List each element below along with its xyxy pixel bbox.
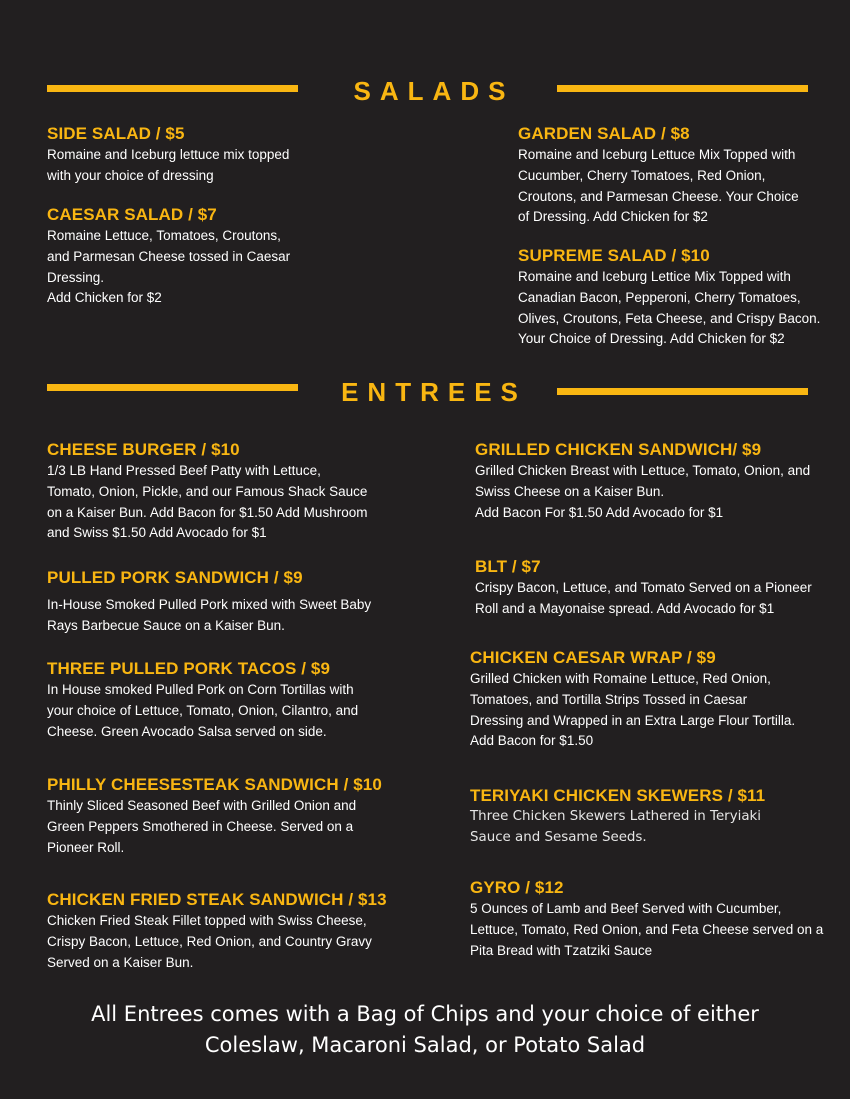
item-title: GRILLED CHICKEN SANDWICH/ $9 <box>475 440 762 459</box>
item-title: GYRO / $12 <box>470 878 564 897</box>
item-title: PHILLY CHEESESTEAK SANDWICH / $10 <box>47 775 382 794</box>
item-title: TERIYAKI CHICKEN SKEWERS / $11 <box>470 786 766 805</box>
item-description: 5 Ounces of Lamb and Beef Served with Cucumber, Lettuce, Tomato, Red Onion, and Feta Cheese served on a Pita Bread with Tzatziki Sauce <box>470 901 824 958</box>
item-description: Grilled Chicken Breast with Lettuce, Tomato, Onion, and Swiss Cheese on a Kaiser Bun. Add Bacon For $1.50 Add Avocado for $1 <box>475 463 811 520</box>
item-title: BLT / $7 <box>475 557 541 576</box>
item-title: CHEESE BURGER / $10 <box>47 440 240 459</box>
item-title: PULLED PORK SANDWICH / $9 <box>47 568 303 587</box>
menu-item-supreme-salad <box>518 245 820 350</box>
menu-item-caesar-salad <box>47 204 290 309</box>
entrees-heading: ENTREES <box>341 377 527 407</box>
item-description: 1/3 LB Hand Pressed Beef Patty with Lettuce, Tomato, Onion, Pickle, and our Famous Shack Sauce on a Kaiser Bun. Add Bacon for $1.50 Add Mushroom and Swiss $1.50 Add Avocado for $1 <box>47 463 368 541</box>
item-title: CHICKEN CAESAR WRAP / $9 <box>470 648 716 667</box>
item-description: Romaine and Iceburg Lettuce Mix Topped with Cucumber, Cherry Tomatoes, Red Onion, Croutons, and Parmesan Cheese. Your Choice of Dressing. Add Chicken for $2 <box>518 147 799 225</box>
menu-item-gyro <box>470 877 823 961</box>
item-description: Romaine and Iceburg lettuce mix topped with your choice of dressing <box>47 147 290 183</box>
menu-item-garden-salad <box>518 123 799 228</box>
item-description: In House smoked Pulled Pork on Corn Tortillas with your choice of Lettuce, Tomato, Onion, Cilantro, and Cheese. Green Avocado Salsa served on side. <box>47 682 359 739</box>
item-title: SIDE SALAD / $5 <box>47 124 185 143</box>
menu-item-pulled-pork-tacos <box>47 658 358 742</box>
item-description: Chicken Fried Steak Fillet topped with Swiss Cheese, Crispy Bacon, Lettuce, Red Onion, and Country Gravy Served on a Kaiser Bun. <box>47 913 372 970</box>
menu-item-blt <box>475 556 812 620</box>
menu-item-side-salad <box>47 123 289 187</box>
menu-item-pulled-pork-sandwich <box>47 567 371 637</box>
item-title: CAESAR SALAD / $7 <box>47 205 217 224</box>
item-title: THREE PULLED PORK TACOS / $9 <box>47 659 331 678</box>
item-description: Romaine and Iceburg Lettice Mix Topped with Canadian Bacon, Pepperoni, Cherry Tomatoes, Olives, Croutons, Feta Cheese, and Crispy Bacon. Your Choice of Dressing. Add Chicken for $2 <box>518 269 821 347</box>
item-title: SUPREME SALAD / $10 <box>518 246 710 265</box>
item-description: Three Chicken Skewers Lathered in Teryiaki Sauce and Sesame Seeds. <box>470 809 762 845</box>
item-title: GARDEN SALAD / $8 <box>518 124 690 143</box>
menu-item-cheese-burger <box>47 439 367 544</box>
item-description: Grilled Chicken with Romaine Lettuce, Red Onion, Tomatoes, and Tortilla Strips Tossed in Caesar Dressing and Wrapped in an Extra Large Flour Tortilla. Add Bacon for $1.50 <box>470 671 796 749</box>
entrees-sides-note: All Entrees comes with a Bag of Chips and your choice of either Coleslaw, Macaroni Salad, or Potato Salad <box>91 1002 759 1057</box>
menu-item-chicken-fried-steak <box>47 889 387 973</box>
item-description: In-House Smoked Pulled Pork mixed with Sweet Baby Rays Barbecue Sauce on a Kaiser Bun. <box>47 597 372 633</box>
menu-item-grilled-chicken-sandwich <box>475 439 810 523</box>
menu-item-teriyaki-skewers <box>470 785 765 849</box>
item-description: Thinly Sliced Seasoned Beef with Grilled Onion and Green Peppers Smothered in Cheese. Served on a Pioneer Roll. <box>47 798 357 855</box>
menu-item-philly-cheesesteak <box>47 774 382 858</box>
item-description: Crispy Bacon, Lettuce, and Tomato Served on a Pioneer Roll and a Mayonaise spread. Add Avocado for $1 <box>475 580 812 616</box>
menu-item-chicken-caesar-wrap <box>470 647 795 752</box>
salads-heading: SALADS <box>353 76 515 106</box>
item-description: Romaine Lettuce, Tomatoes, Croutons, and Parmesan Cheese tossed in Caesar Dressing. Add Chicken for $2 <box>47 228 291 306</box>
item-title: CHICKEN FRIED STEAK SANDWICH / $13 <box>47 890 387 909</box>
